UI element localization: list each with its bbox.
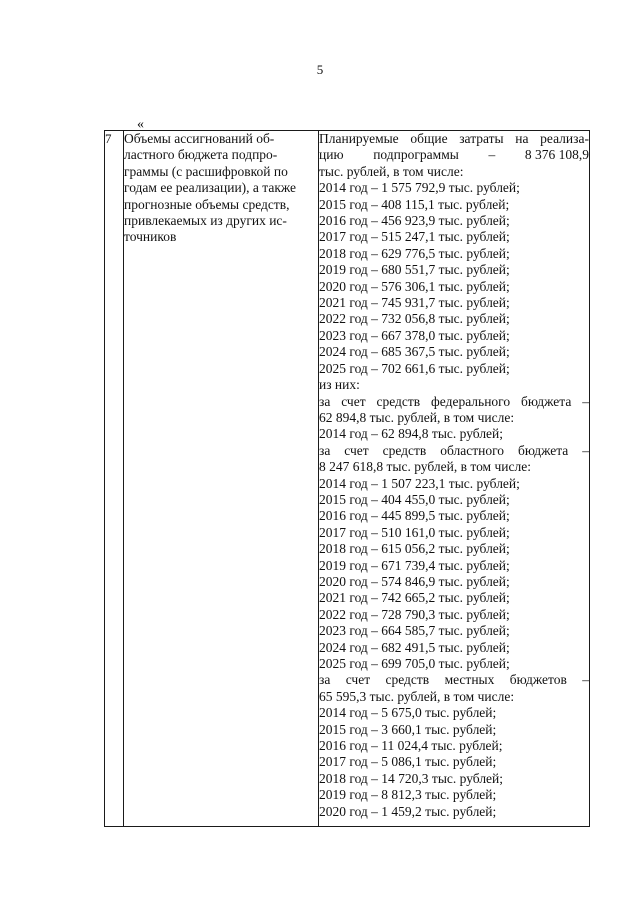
list-item: 2019 год – 8 812,3 тыс. рублей; xyxy=(319,787,497,803)
word: бюджетов xyxy=(509,672,567,688)
list-item: 2023 год – 667 378,0 тыс. рублей; xyxy=(319,327,510,343)
local-budget-line-1 xyxy=(319,672,589,688)
word: – xyxy=(582,393,589,409)
list-item: 2016 год – 456 923,9 тыс. рублей; xyxy=(319,213,510,229)
list-item: 2024 год – 682 491,5 тыс. рублей; xyxy=(319,639,510,655)
list-item: 2014 год – 1 507 223,1 тыс. рублей; xyxy=(319,475,520,491)
local-budget-line-2: 65 595,3 тыс. рублей, в том числе: xyxy=(319,688,515,704)
list-item: 2014 год – 1 575 792,9 тыс. рублей; xyxy=(319,180,520,196)
word: реализа- xyxy=(540,131,589,146)
word: – xyxy=(582,672,589,688)
list-item: 2020 год – 574 846,9 тыс. рублей; xyxy=(319,573,510,589)
list-item: 2014 год – 62 894,8 тыс. рублей; xyxy=(319,426,504,442)
name-line: годам ее реализации), а также xyxy=(124,180,297,196)
word: за xyxy=(319,442,331,458)
word: бюджета xyxy=(517,442,569,458)
word: средств xyxy=(382,442,427,458)
list-item: 2017 год – 5 086,1 тыс. рублей; xyxy=(319,754,497,770)
row-number-cell xyxy=(105,131,124,827)
word: общие xyxy=(410,131,448,146)
list-item: 2014 год – 5 675,0 тыс. рублей; xyxy=(319,705,497,721)
word: средств xyxy=(376,393,421,409)
word: затраты xyxy=(459,131,504,146)
word: счет xyxy=(341,393,366,409)
word: Планируемые xyxy=(319,131,399,146)
federal-years-list xyxy=(319,426,589,442)
list-item: 2015 год – 408 115,1 тыс. рублей; xyxy=(319,196,510,212)
word: 8 376 108,9 xyxy=(524,147,589,163)
word: счет xyxy=(344,442,369,458)
list-item: 2019 год – 671 739,4 тыс. рублей; xyxy=(319,557,510,573)
word: за xyxy=(319,672,331,688)
list-item: 2018 год – 14 720,3 тыс. рублей; xyxy=(319,770,504,786)
list-item: 2024 год – 685 367,5 тыс. рублей; xyxy=(319,344,510,360)
opening-quote-mark: « xyxy=(137,117,144,132)
list-item: 2025 год – 699 705,0 тыс. рублей; xyxy=(319,656,510,671)
row-value-cell xyxy=(319,131,590,827)
total-intro-line-3: тыс. рублей, в том числе: xyxy=(319,163,464,179)
total-intro-line-1 xyxy=(319,131,589,147)
name-line: точников xyxy=(124,229,177,245)
list-item: 2020 год – 1 459,2 тыс. рублей; xyxy=(319,803,497,819)
list-item: 2019 год – 680 551,7 тыс. рублей; xyxy=(319,262,510,278)
row-name-text xyxy=(124,131,318,246)
word: областного xyxy=(440,442,505,458)
name-line: привлекаемых из других ис- xyxy=(124,213,287,229)
name-line: граммы (с расшифровкой по xyxy=(124,163,288,179)
word: – xyxy=(488,147,496,163)
list-item: 2021 год – 742 665,2 тыс. рублей; xyxy=(319,590,510,606)
of-them-label: из них: xyxy=(319,377,360,393)
word: подпрограммы xyxy=(373,147,459,163)
local-years-list xyxy=(319,705,589,820)
regional-years-list xyxy=(319,476,589,673)
list-item: 2017 год – 515 247,1 тыс. рублей; xyxy=(319,229,510,245)
passport-table xyxy=(104,130,590,827)
list-item: 2017 год – 510 161,0 тыс. рублей; xyxy=(319,524,510,540)
list-item: 2022 год – 732 056,8 тыс. рублей; xyxy=(319,311,510,327)
total-intro-line-2 xyxy=(319,147,589,163)
word: – xyxy=(582,442,589,458)
federal-budget-line-2: 62 894,8 тыс. рублей, в том числе: xyxy=(319,409,515,425)
total-years-list xyxy=(319,180,589,377)
list-item: 2022 год – 728 790,3 тыс. рублей; xyxy=(319,606,510,622)
list-item: 2016 год – 445 899,5 тыс. рублей; xyxy=(319,508,510,524)
name-line: ластного бюджета подпро- xyxy=(124,147,278,163)
list-item: 2015 год – 3 660,1 тыс. рублей; xyxy=(319,721,497,737)
list-item: 2020 год – 576 306,1 тыс. рублей; xyxy=(319,278,510,294)
table-row xyxy=(105,131,590,827)
word: бюджета xyxy=(520,393,572,409)
list-item: 2021 год – 745 931,7 тыс. рублей; xyxy=(319,295,510,311)
word: на xyxy=(515,131,529,146)
word: за xyxy=(319,393,331,409)
word: федерального xyxy=(431,393,511,409)
name-line: Объемы ассигнований об- xyxy=(124,131,275,146)
list-item: 2016 год – 11 024,4 тыс. рублей; xyxy=(319,738,503,754)
word: местных xyxy=(444,672,495,688)
list-item: 2015 год – 404 455,0 тыс. рублей; xyxy=(319,491,510,507)
word: средств xyxy=(385,672,430,688)
row-number: 7 xyxy=(105,131,112,146)
regional-budget-line-2: 8 247 618,8 тыс. рублей, в том числе: xyxy=(319,459,531,475)
list-item: 2018 год – 615 056,2 тыс. рублей; xyxy=(319,541,510,557)
row-name-cell xyxy=(124,131,319,827)
regional-budget-line-1 xyxy=(319,443,589,459)
name-line: прогнозные объемы средств, xyxy=(124,196,290,212)
page-number: 5 xyxy=(316,62,324,77)
word: цию xyxy=(319,147,344,163)
word: счет xyxy=(345,672,371,688)
list-item: 2018 год – 629 776,5 тыс. рублей; xyxy=(319,245,510,261)
list-item: 2025 год – 702 661,6 тыс. рублей; xyxy=(319,360,510,376)
list-item: 2023 год – 664 585,7 тыс. рублей; xyxy=(319,623,510,639)
federal-budget-line-1 xyxy=(319,394,589,410)
